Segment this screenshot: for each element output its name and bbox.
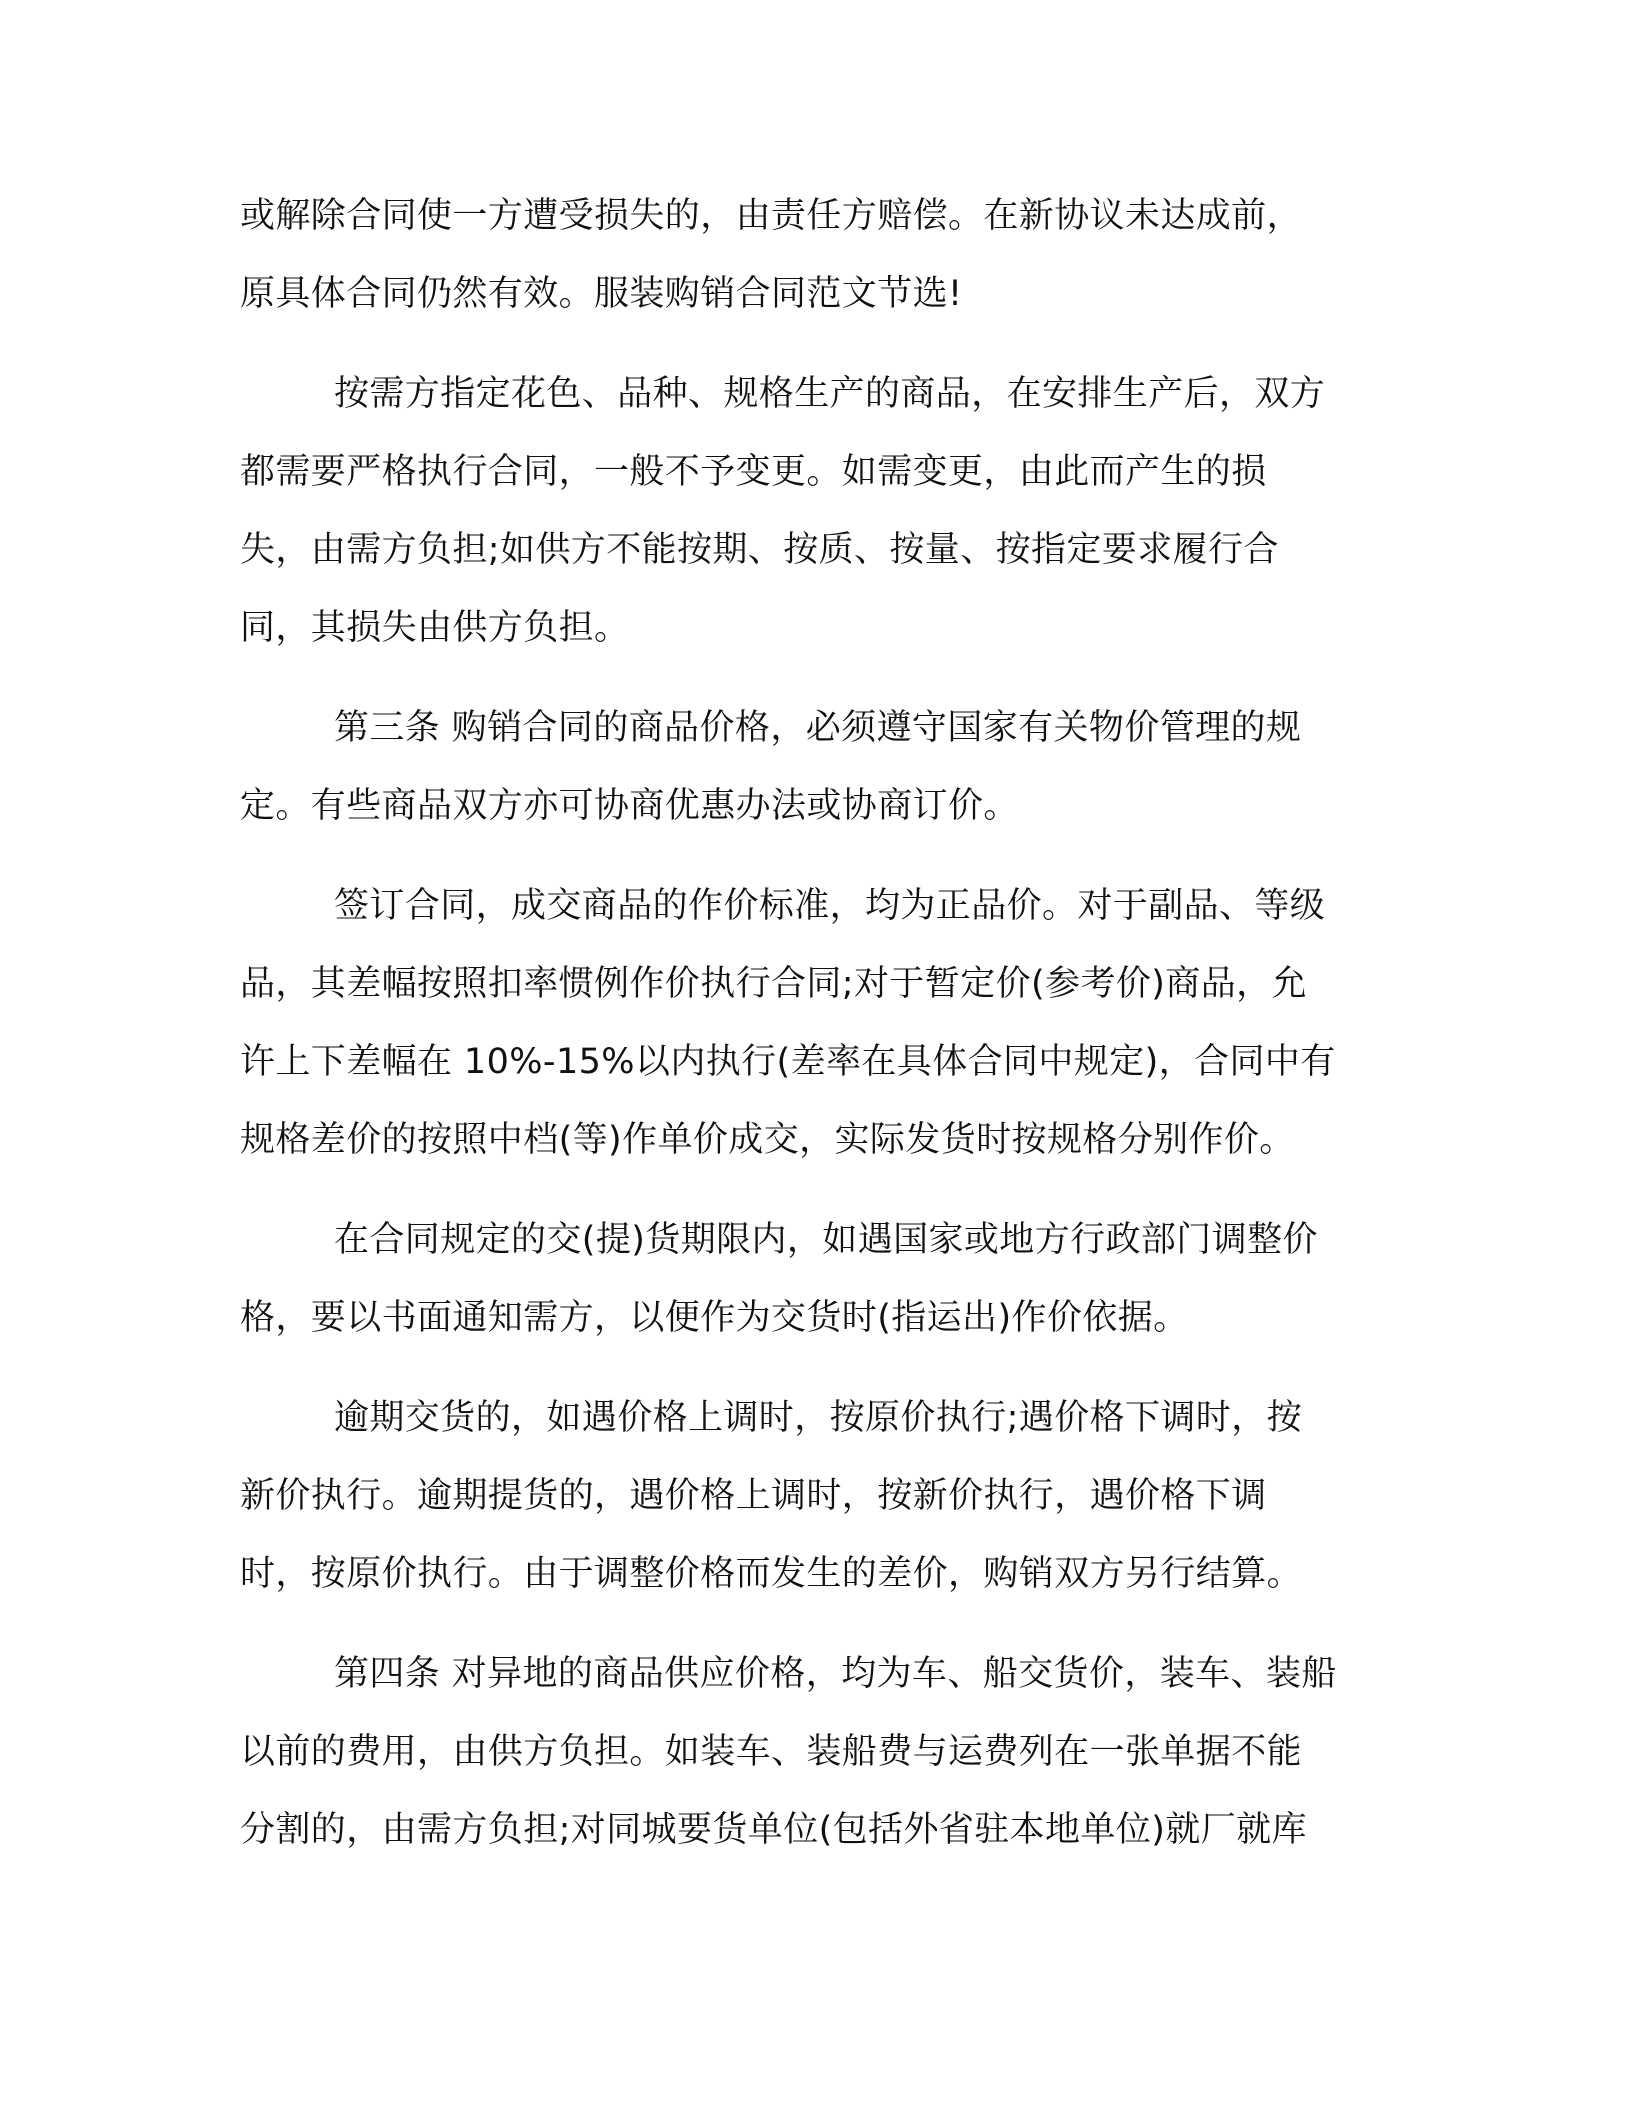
paragraph-2-line-1: 按需方指定花色、品种、规格生产的商品，在安排生产后，双方 (334, 374, 1326, 414)
paragraph-1-line-2: 原具体合同仍然有效。服装购销合同范文节选! (240, 274, 963, 314)
paragraph-6-line-3: 时，按原价执行。由于调整价格而发生的差价，购销双方另行结算。 (240, 1554, 1303, 1594)
paragraph-6-line-1: 逾期交货的，如遇价格上调时，按原价执行;遇价格下调时，按 (334, 1398, 1302, 1438)
paragraph-4-line-4: 规格差价的按照中档(等)作单价成交，实际发货时按规格分别作价。 (240, 1120, 1295, 1160)
paragraph-2-line-2: 都需要严格执行合同，一般不予变更。如需变更，由此而产生的损 (240, 452, 1267, 492)
paragraph-7-line-3: 分割的，由需方负担;对同城要货单位(包括外省驻本地单位)就厂就库 (240, 1810, 1307, 1850)
paragraph-3-line-1: 第三条 购销合同的商品价格，必须遵守国家有关物价管理的规 (334, 708, 1302, 748)
paragraph-5-line-1: 在合同规定的交(提)货期限内，如遇国家或地方行政部门调整价 (334, 1220, 1318, 1260)
paragraph-1-line-1: 或解除合同使一方遭受损失的，由责任方赔偿。在新协议未达成前， (240, 196, 1303, 236)
paragraph-7-line-2: 以前的费用，由供方负担。如装车、装船费与运费列在一张单据不能 (240, 1732, 1303, 1772)
paragraph-4-line-1: 签订合同，成交商品的作价标准，均为正品价。对于副品、等级 (334, 886, 1326, 926)
paragraph-7-line-1: 第四条 对异地的商品供应价格，均为车、船交货价，装车、装船 (334, 1654, 1337, 1694)
paragraph-5-line-2: 格，要以书面通知需方，以便作为交货时(指运出)作价依据。 (240, 1298, 1189, 1338)
paragraph-4-line-2: 品，其差幅按照扣率惯例作价执行合同;对于暂定价(参考价)商品，允 (240, 964, 1307, 1004)
paragraph-6-line-2: 新价执行。逾期提货的，遇价格上调时，按新价执行，遇价格下调 (240, 1476, 1267, 1516)
paragraph-4-line-3: 许上下差幅在 10%-15%以内执行(差率在具体合同中规定)，合同中有 (240, 1042, 1336, 1082)
paragraph-2-line-4: 同，其损失由供方负担。 (240, 608, 630, 648)
paragraph-3-line-2: 定。有些商品双方亦可协商优惠办法或协商订价。 (240, 786, 1019, 826)
paragraph-2-line-3: 失，由需方负担;如供方不能按期、按质、按量、按指定要求履行合 (240, 530, 1279, 570)
